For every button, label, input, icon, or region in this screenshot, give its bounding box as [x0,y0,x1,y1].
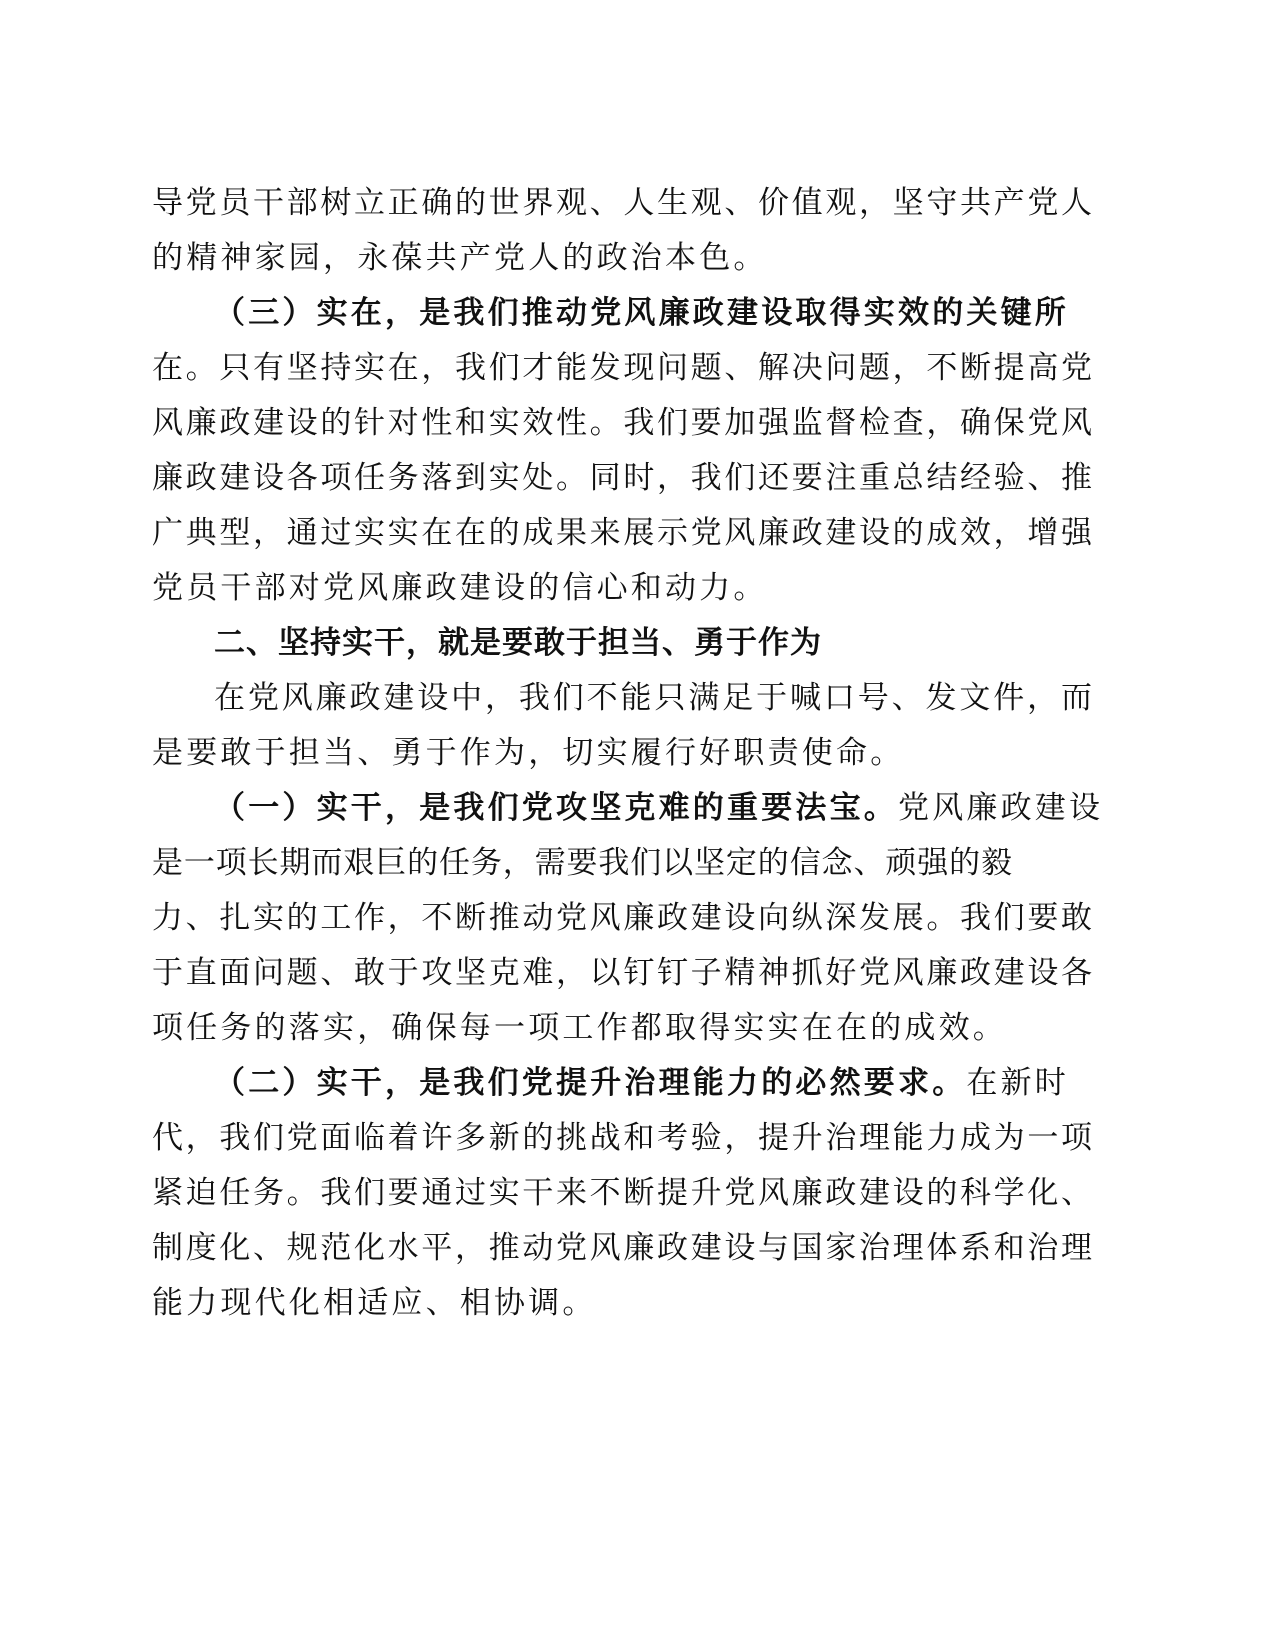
paragraph-line: 代，我们党面临着许多新的挑战和考验，提升治理能力成为一项 [152,1120,1092,1156]
paragraph-line: 是一项长期而艰巨的任务，需要我们以坚定的信念、顽强的毅 [152,845,1012,881]
paragraph-line: 能力现代化相适应、相协调。 [152,1285,597,1321]
paragraph-line: 力、扎实的工作，不断推动党风廉政建设向纵深发展。我们要敢 [152,900,1092,936]
paragraph-line: 于直面问题、敢于攻坚克难，以钉钉子精神抓好党风廉政建设各 [152,955,1092,991]
paragraph-line: 是要敢于担当、勇于作为，切实履行好职责使命。 [152,735,905,771]
subsection-lead: （二）实干，是我们党提升治理能力的必然要求。 [214,1065,967,1101]
paragraph-line: 廉政建设各项任务落到实处。同时，我们还要注重总结经验、推 [152,460,1092,496]
paragraph-line: 在。只有坚持实在，我们才能发现问题、解决问题，不断提高党 [152,350,1092,386]
paragraph-line: 紧迫任务。我们要通过实干来不断提升党风廉政建设的科学化、 [152,1175,1092,1211]
paragraph-line: 的精神家园，永葆共产党人的政治本色。 [152,240,768,276]
paragraph-line: 制度化、规范化水平，推动党风廉政建设与国家治理体系和治理 [152,1230,1092,1266]
section-heading: 二、坚持实干，就是要敢于担当、勇于作为 [214,625,822,661]
subsection-lead-line [214,788,1104,828]
paragraph-line: 项任务的落实，确保每一项工作都取得实实在在的成效。 [152,1010,1007,1046]
subsection-lead: （三）实在，是我们推动党风廉政建设取得实效的关键所 [214,295,1069,331]
paragraph-line: 导党员干部树立正确的世界观、人生观、价值观，坚守共产党人 [152,185,1092,221]
subsection-lead-line [214,1063,1092,1103]
paragraph-line: 党员干部对党风廉政建设的信心和动力。 [152,570,768,606]
subsection-lead: （一）实干，是我们党攻坚克难的重要法宝。 [214,790,898,826]
paragraph-line: 在党风廉政建设中，我们不能只满足于喊口号、发文件，而 [214,680,1092,716]
lead-continuation: 党风廉政建设 [898,790,1104,826]
paragraph-line: 广典型，通过实实在在的成果来展示党风廉政建设的成效，增强 [152,515,1092,551]
paragraph-line: 风廉政建设的针对性和实效性。我们要加强监督检查，确保党风 [152,405,1092,441]
lead-continuation: 在新时 [966,1065,1070,1101]
